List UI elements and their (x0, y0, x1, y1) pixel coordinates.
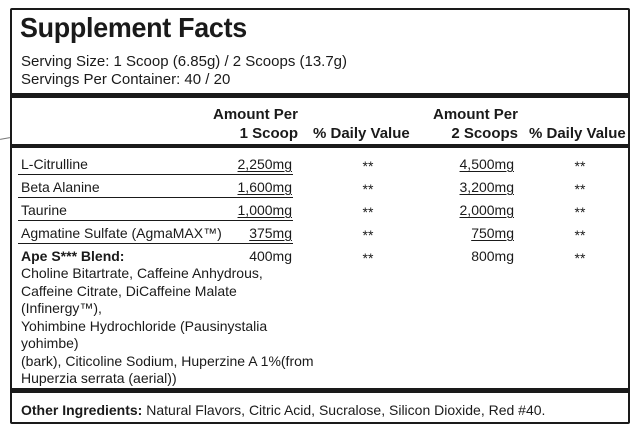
ingredient-amount-1: 375mg (249, 225, 292, 241)
ingredient-amount-1: 1,600mg (237, 179, 292, 195)
ingredient-amount-2: 750mg (471, 225, 514, 241)
header-amount-1-line1: Amount Per (212, 106, 298, 123)
ingredient-dv-1: ** (362, 204, 374, 220)
ingredient-dv-1: ** (362, 158, 374, 174)
ingredient-dv-2: ** (574, 204, 586, 220)
blend-dv-1: ** (362, 250, 374, 266)
ingredient-amount-2: 4,500mg (459, 156, 514, 172)
top-thick-rule (12, 93, 628, 98)
row-divider (18, 197, 293, 198)
row-divider (18, 220, 293, 221)
ingredient-amount-1: 1,000mg (237, 202, 292, 218)
ingredient-dv-2: ** (574, 181, 586, 197)
blend-amount-2: 800mg (471, 248, 514, 264)
ingredient-amount-2: 2,000mg (459, 202, 514, 218)
other-ingredients-text: Natural Flavors, Citric Acid, Sucralose, Silicon Dioxide, Red #40. (142, 402, 546, 418)
ingredient-dv-1: ** (362, 227, 374, 243)
blend-amount-1: 400mg (249, 248, 292, 264)
other-ingredients-label: Other Ingredients: (21, 402, 143, 418)
blend-line: Yohimbine Hydrochloride (Pausinystalia yohimbe) (21, 317, 268, 351)
row-divider (18, 174, 293, 175)
header-dv-2: % Daily Value (529, 125, 626, 142)
panel-title: Supplement Facts (20, 12, 247, 43)
ingredient-name: Taurine (21, 202, 67, 218)
ingredient-dv-1: ** (362, 181, 374, 197)
ingredient-amount-1: 2,250mg (237, 156, 292, 172)
serving-size: Serving Size: 1 Scoop (6.85g) / 2 Scoops (13.7g) (21, 53, 348, 70)
blend-line: Choline Bitartrate, Caffeine Anhydrous, (21, 265, 263, 281)
ingredient-name: L-Citrulline (21, 156, 88, 172)
ingredient-amount-2: 3,200mg (459, 179, 514, 195)
header-amount-2-line2: 2 Scoops (451, 125, 518, 142)
blend-dv-2: ** (574, 250, 586, 266)
header-thick-rule (12, 144, 628, 148)
blend-name: Ape S*** Blend: (21, 248, 125, 264)
supplement-facts-panel (10, 8, 630, 424)
header-dv-1: % Daily Value (313, 125, 410, 142)
blend-line: Caffeine Citrate, DiCaffeine Malate (Infinergy™), (21, 282, 237, 316)
header-amount-1-line2: 1 Scoop (239, 125, 298, 142)
blend-ingredients (21, 265, 321, 388)
ingredient-name: Beta Alanine (21, 179, 100, 195)
edge-mark (0, 137, 10, 140)
row-divider (18, 243, 293, 244)
ingredient-name: Agmatine Sulfate (AgmaMAX™) (21, 225, 222, 241)
other-ingredients (21, 402, 545, 418)
blend-line: (bark), Citicoline Sodium, Huperzine A 1%(from (21, 352, 314, 369)
blend-line: Huperzia serrata (aerial)) (21, 370, 177, 386)
header-amount-2-line1: Amount Per (432, 106, 518, 123)
ingredient-dv-2: ** (574, 158, 586, 174)
servings-per-container: Servings Per Container: 40 / 20 (21, 71, 231, 88)
ingredient-dv-2: ** (574, 227, 586, 243)
bottom-thick-rule (12, 388, 628, 393)
